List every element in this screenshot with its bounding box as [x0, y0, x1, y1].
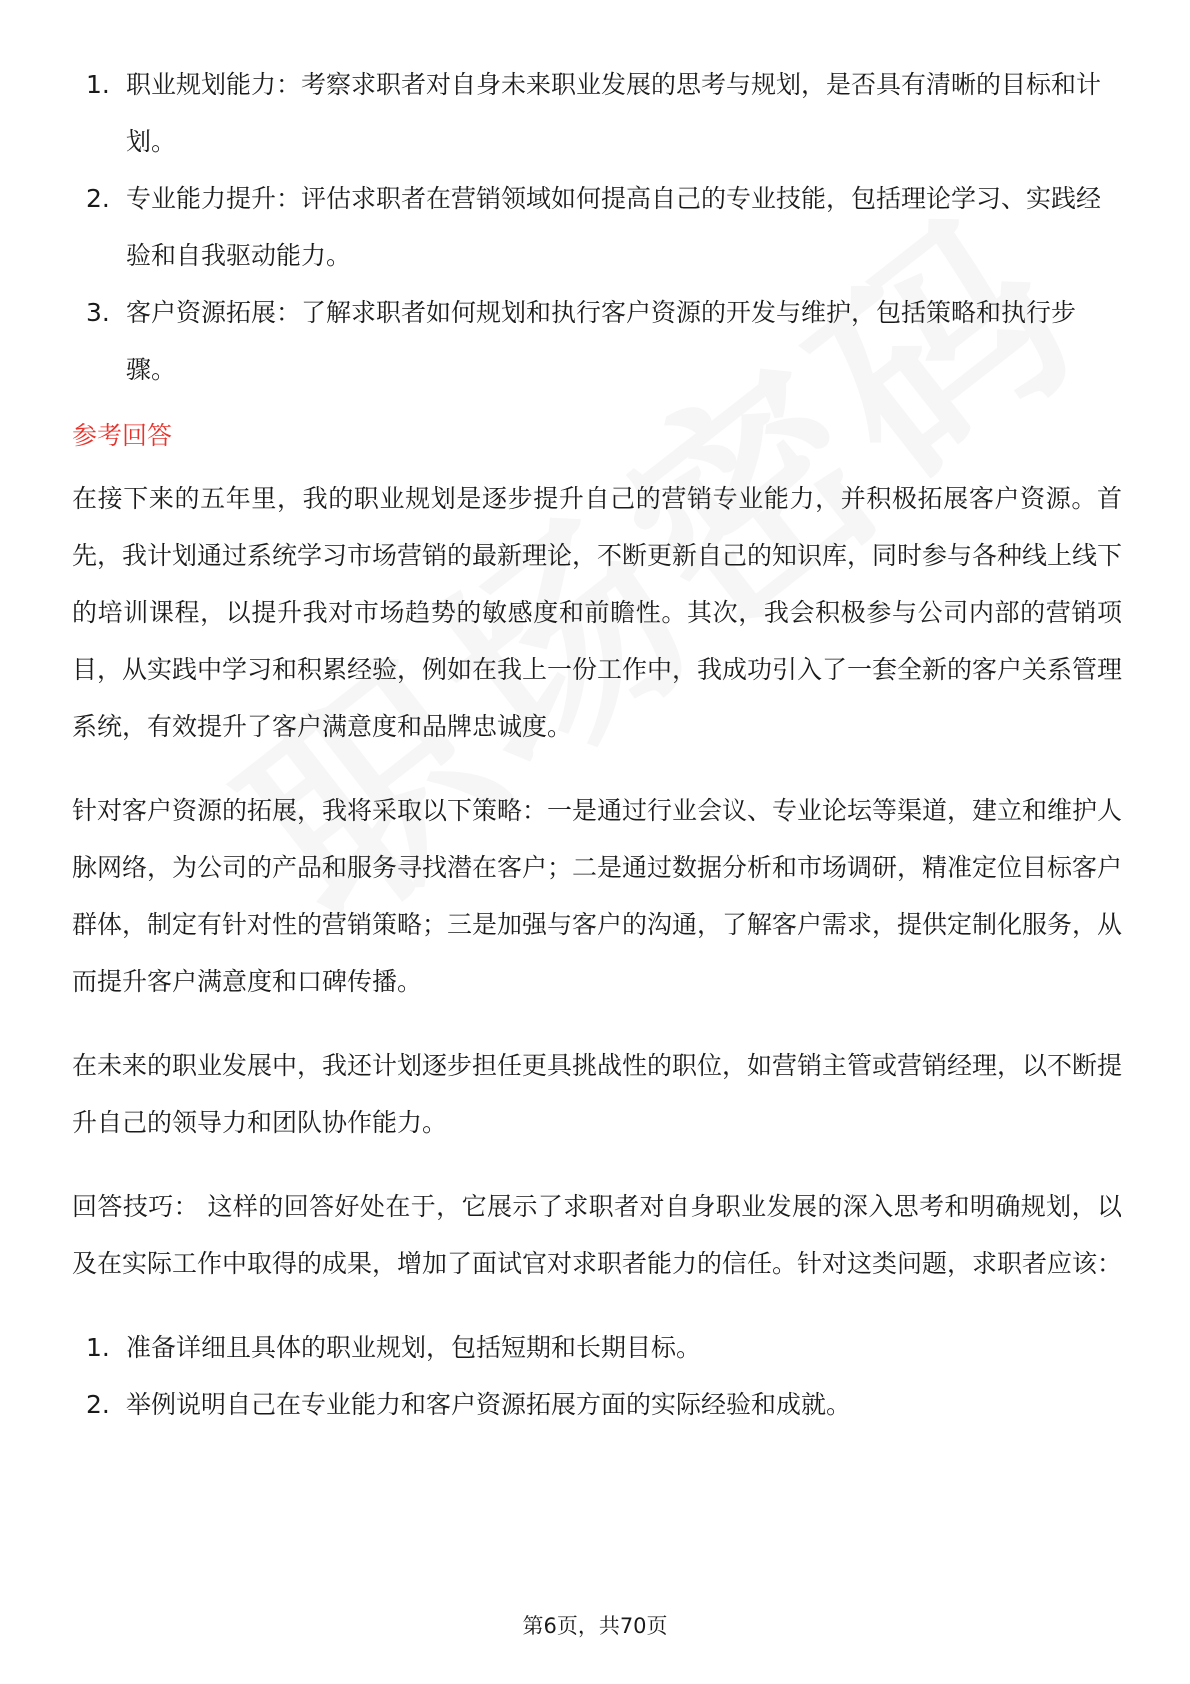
list-text: 举例说明自己在专业能力和客户资源拓展方面的实际经验和成就。 [126, 1390, 852, 1419]
list-text: 准备详细且具体的职业规划，包括短期和长期目标。 [126, 1333, 702, 1362]
intro-list [72, 56, 1122, 398]
list-item [72, 56, 1122, 170]
list-text: 职业规划能力：考察求职者对自身未来职业发展的思考与规划，是否具有清晰的目标和计划。 [126, 70, 1102, 156]
answer-paragraph: 在未来的职业发展中，我还计划逐步担任更具挑战性的职位，如营销主管或营销经理，以不断提升自己的领导力和团队协作能力。 [72, 1051, 1123, 1137]
list-item [72, 1376, 1122, 1433]
reference-heading: 参考回答 [72, 421, 173, 450]
tips-list [72, 1319, 1122, 1433]
list-item [72, 170, 1122, 284]
page-content [72, 56, 1122, 1433]
page-footer: 第6页，共70页 [522, 1614, 668, 1638]
list-item [72, 284, 1122, 398]
list-text: 专业能力提升：评估求职者在营销领域如何提高自己的专业技能，包括理论学习、实践经验和自我驱动能力。 [126, 184, 1102, 270]
tips-paragraph: 回答技巧： 这样的回答好处在于，它展示了求职者对自身职业发展的深入思考和明确规划，以及在实际工作中取得的成果，增加了面试官对求职者能力的信任。针对这类问题，求职者应该： [72, 1192, 1123, 1278]
list-text: 客户资源拓展：了解求职者如何规划和执行客户资源的开发与维护，包括策略和执行步骤。 [126, 298, 1077, 384]
list-number: 3. [86, 298, 110, 327]
list-number: 2. [86, 1390, 110, 1419]
list-number: 2. [86, 184, 110, 213]
list-number: 1. [86, 70, 110, 99]
list-item [72, 1319, 1122, 1376]
list-number: 1. [86, 1333, 110, 1362]
answer-paragraph: 针对客户资源的拓展，我将采取以下策略：一是通过行业会议、专业论坛等渠道，建立和维护人脉网络，为公司的产品和服务寻找潜在客户；二是通过数据分析和市场调研，精准定位目标客户群体，制定有针对性的营销策略；三是加强与客户的沟通，了解客户需求，提供定制化服务，从而提升客户满意度和口碑传播。 [72, 796, 1123, 996]
answer-paragraph: 在接下来的五年里，我的职业规划是逐步提升自己的营销专业能力，并积极拓展客户资源。首先，我计划通过系统学习市场营销的最新理论，不断更新自己的知识库，同时参与各种线上线下的培训课程，以提升我对市场趋势的敏感度和前瞻性。其次，我会积极参与公司内部的营销项目，从实践中学习和积累经验，例如在我上一份工作中，我成功引入了一套全新的客户关系管理系统，有效提升了客户满意度和品牌忠诚度。 [72, 484, 1123, 741]
